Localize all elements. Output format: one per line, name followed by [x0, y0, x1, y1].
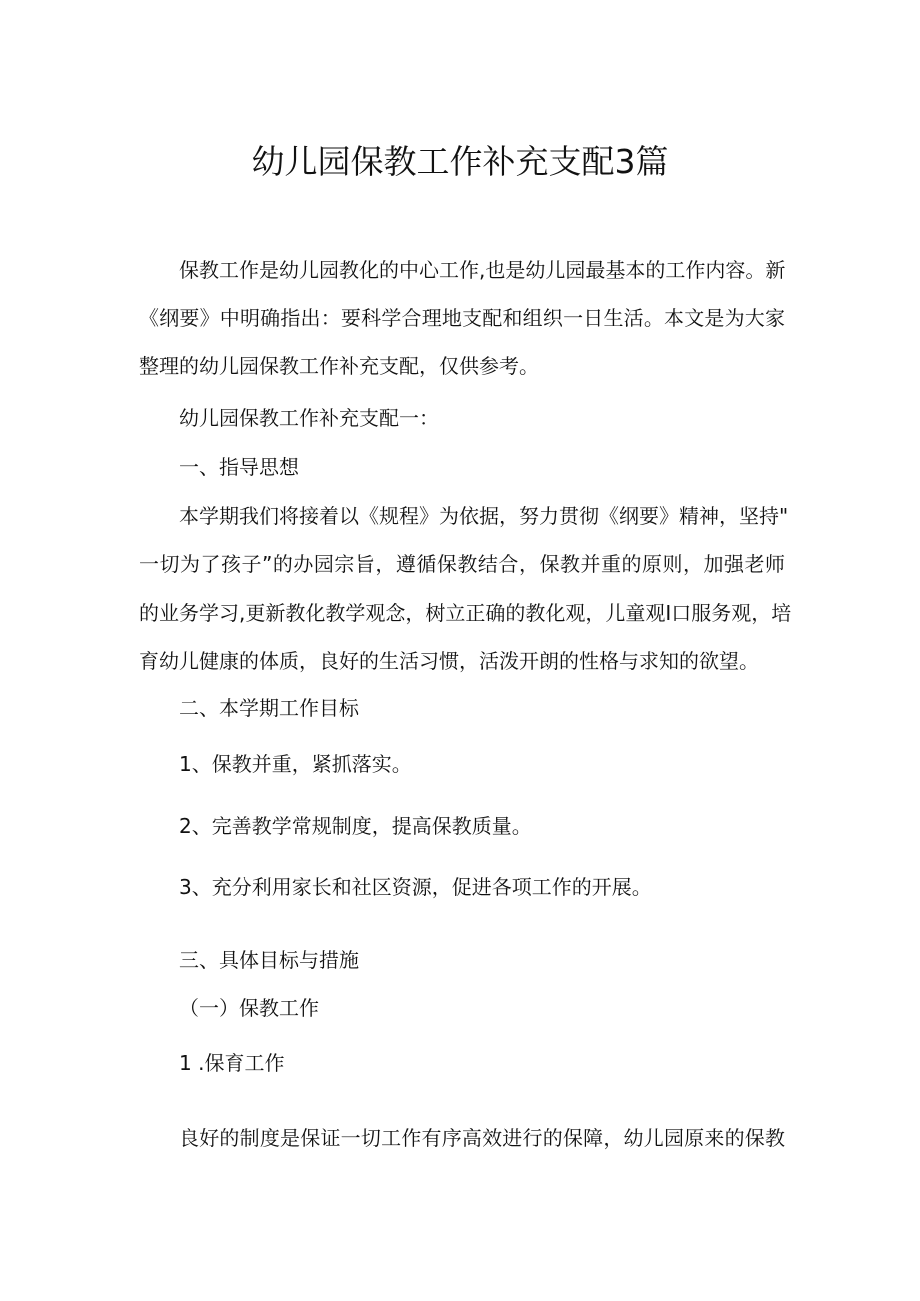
goal-item-2: 2、完善教学常规制度，提高保教质量。 [179, 814, 532, 838]
part3-heading: 三、具体目标与措施 [179, 948, 359, 972]
part2-heading: 二、本学期工作目标 [179, 696, 359, 720]
part1-line-1: 本学期我们将接着以《规程》为依据，努力贯彻《纲要》精神，坚持" [179, 504, 789, 528]
part1-heading: 一、指导思想 [179, 455, 299, 479]
intro-line-2: 《纲要》中明确指出：要科学合理地支配和组织一日生活。本文是为大家 [139, 306, 785, 330]
part1-line-4: 育幼儿健康的体质，良好的生活习惯，活泼开朗的性格与求知的欲望。 [139, 649, 759, 673]
part3-line-1: 良好的制度是保证一切工作有序高效进行的保障，幼儿园原来的保教 [179, 1126, 785, 1150]
part1-line-2: 一切为了孩子”的办园宗旨，遵循保教结合，保教并重的原则，加强老师 [139, 552, 785, 576]
goal-item-1: 1、保教并重，紧抓落实。 [179, 752, 412, 776]
section-heading: 幼儿园保教工作补充支配一： [179, 406, 439, 430]
intro-line-3: 整理的幼儿园保教工作补充支配，仅供参考。 [139, 354, 539, 378]
document-title: 幼儿园保教工作补充支配3篇 [251, 142, 669, 181]
part3-sub-heading: （一）保教工作 [179, 996, 319, 1020]
goal-item-3: 3、充分利用家长和社区资源，促进各项工作的开展。 [179, 875, 652, 899]
intro-line-1: 保教工作是幼儿园教化的中心工作,也是幼儿园最基本的工作内容。新 [179, 258, 786, 282]
part3-item-heading: 1 .保育工作 [179, 1051, 285, 1075]
part1-line-3: 的业务学习,更新教化教学观念，树立正确的教化观，儿童观I口服务观，培 [139, 601, 792, 625]
